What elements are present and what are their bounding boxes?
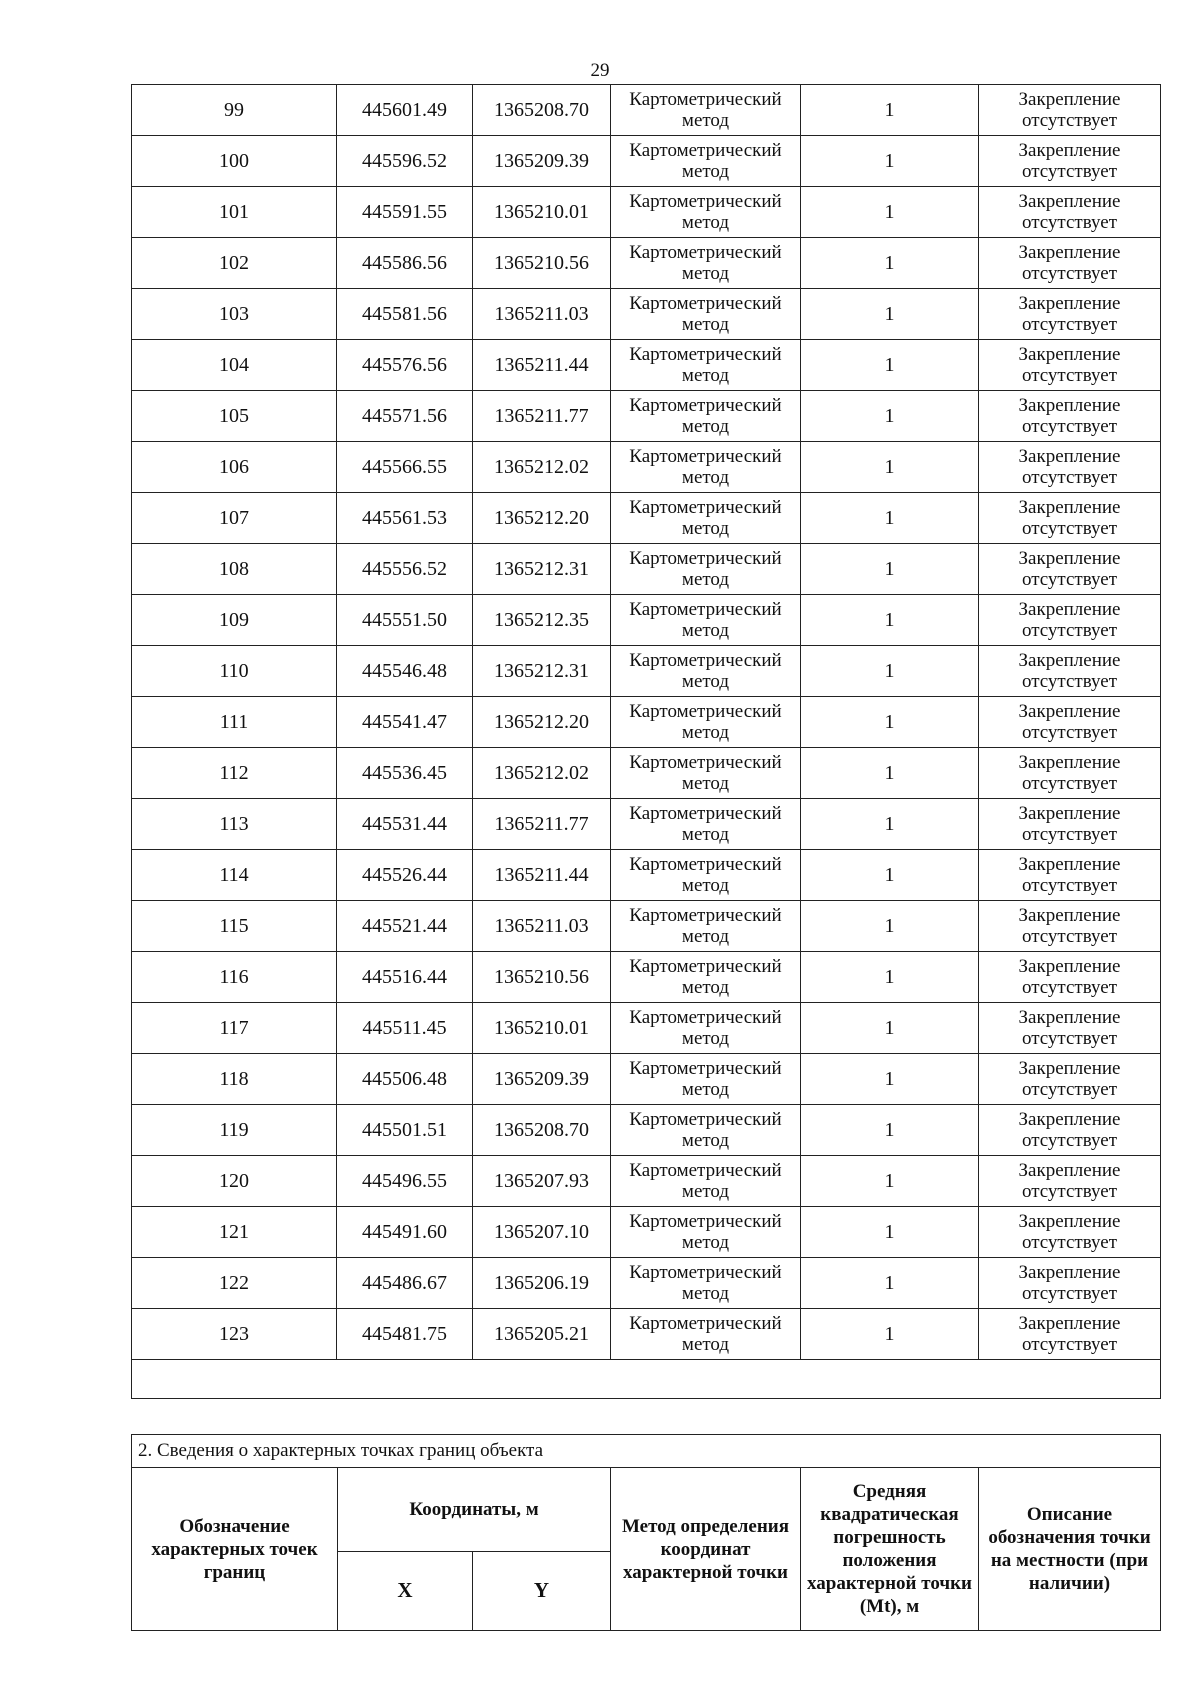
table-row (132, 901, 1161, 952)
mt-cell: 1 (801, 646, 979, 697)
method-cell: Картометрический метод (611, 901, 801, 952)
point-id-cell: 117 (132, 1003, 337, 1054)
header-designation: Обозначение характерных точек границ (132, 1468, 338, 1631)
table-row (132, 952, 1161, 1003)
coord-y-cell: 1365210.56 (473, 952, 611, 1003)
method-cell: Картометрический метод (611, 391, 801, 442)
mt-cell: 1 (801, 748, 979, 799)
table-row (132, 1258, 1161, 1309)
header-method: Метод определения координат характерной точки (611, 1468, 801, 1631)
coord-y-cell: 1365212.35 (473, 595, 611, 646)
point-id-cell: 108 (132, 544, 337, 595)
fix-cell: Закрепление отсутствует (979, 544, 1161, 595)
fix-cell: Закрепление отсутствует (979, 901, 1161, 952)
coord-x-cell: 445526.44 (337, 850, 473, 901)
point-id-cell: 120 (132, 1156, 337, 1207)
mt-cell: 1 (801, 1003, 979, 1054)
header-mt: Средняя квадратическая погрешность положения характерной точки (Mt), м (801, 1468, 979, 1631)
point-id-cell: 100 (132, 136, 337, 187)
point-id-cell: 114 (132, 850, 337, 901)
point-id-cell: 111 (132, 697, 337, 748)
mt-cell: 1 (801, 1156, 979, 1207)
section2-table (131, 1434, 1161, 1631)
table-row (132, 442, 1161, 493)
coord-y-cell: 1365211.44 (473, 850, 611, 901)
header-description: Описание обозначения точки на местности (при наличии) (979, 1468, 1161, 1631)
table-row (132, 187, 1161, 238)
coord-y-cell: 1365210.01 (473, 1003, 611, 1054)
coord-x-cell: 445521.44 (337, 901, 473, 952)
table-row (132, 1207, 1161, 1258)
point-id-cell: 102 (132, 238, 337, 289)
coord-y-cell: 1365209.39 (473, 136, 611, 187)
point-id-cell: 101 (132, 187, 337, 238)
method-cell: Картометрический метод (611, 1258, 801, 1309)
coord-y-cell: 1365212.20 (473, 493, 611, 544)
header-coordinates: Координаты, м (338, 1468, 611, 1552)
mt-cell: 1 (801, 238, 979, 289)
coord-x-cell: 445596.52 (337, 136, 473, 187)
method-cell: Картометрический метод (611, 850, 801, 901)
fix-cell: Закрепление отсутствует (979, 1105, 1161, 1156)
coord-x-cell: 445566.55 (337, 442, 473, 493)
mt-cell: 1 (801, 544, 979, 595)
table-row (132, 697, 1161, 748)
coord-y-cell: 1365212.31 (473, 646, 611, 697)
point-id-cell: 104 (132, 340, 337, 391)
coord-x-cell: 445591.55 (337, 187, 473, 238)
coord-y-cell: 1365210.01 (473, 187, 611, 238)
method-cell: Картометрический метод (611, 646, 801, 697)
coord-y-cell: 1365211.77 (473, 391, 611, 442)
fix-cell: Закрепление отсутствует (979, 1156, 1161, 1207)
mt-cell: 1 (801, 187, 979, 238)
fix-cell: Закрепление отсутствует (979, 799, 1161, 850)
coord-x-cell: 445541.47 (337, 697, 473, 748)
table-row (132, 391, 1161, 442)
coord-x-cell: 445491.60 (337, 1207, 473, 1258)
method-cell: Картометрический метод (611, 289, 801, 340)
table-row (132, 850, 1161, 901)
coord-x-cell: 445601.49 (337, 85, 473, 136)
method-cell: Картометрический метод (611, 952, 801, 1003)
coord-y-cell: 1365211.03 (473, 289, 611, 340)
coord-y-cell: 1365212.02 (473, 442, 611, 493)
point-id-cell: 115 (132, 901, 337, 952)
coord-x-cell: 445516.44 (337, 952, 473, 1003)
mt-cell: 1 (801, 1258, 979, 1309)
table-row (132, 289, 1161, 340)
mt-cell: 1 (801, 952, 979, 1003)
fix-cell: Закрепление отсутствует (979, 340, 1161, 391)
table-row (132, 646, 1161, 697)
method-cell: Картометрический метод (611, 595, 801, 646)
method-cell: Картометрический метод (611, 1003, 801, 1054)
point-id-cell: 103 (132, 289, 337, 340)
point-id-cell: 123 (132, 1309, 337, 1360)
fix-cell: Закрепление отсутствует (979, 646, 1161, 697)
method-cell: Картометрический метод (611, 1054, 801, 1105)
method-cell: Картометрический метод (611, 340, 801, 391)
coord-y-cell: 1365208.70 (473, 1105, 611, 1156)
coord-x-cell: 445511.45 (337, 1003, 473, 1054)
point-id-cell: 116 (132, 952, 337, 1003)
mt-cell: 1 (801, 1309, 979, 1360)
coord-x-cell: 445561.53 (337, 493, 473, 544)
method-cell: Картометрический метод (611, 136, 801, 187)
coord-x-cell: 445506.48 (337, 1054, 473, 1105)
point-id-cell: 112 (132, 748, 337, 799)
fix-cell: Закрепление отсутствует (979, 1309, 1161, 1360)
fix-cell: Закрепление отсутствует (979, 493, 1161, 544)
method-cell: Картометрический метод (611, 1156, 801, 1207)
method-cell: Картометрический метод (611, 748, 801, 799)
mt-cell: 1 (801, 493, 979, 544)
table-row (132, 1156, 1161, 1207)
point-id-cell: 113 (132, 799, 337, 850)
fix-cell: Закрепление отсутствует (979, 748, 1161, 799)
section2-title: 2. Сведения о характерных точках границ объекта (132, 1435, 1161, 1468)
method-cell: Картометрический метод (611, 85, 801, 136)
mt-cell: 1 (801, 901, 979, 952)
point-id-cell: 106 (132, 442, 337, 493)
coord-y-cell: 1365205.21 (473, 1309, 611, 1360)
coord-x-cell: 445536.45 (337, 748, 473, 799)
coord-y-cell: 1365211.03 (473, 901, 611, 952)
coord-y-cell: 1365211.44 (473, 340, 611, 391)
coord-x-cell: 445486.67 (337, 1258, 473, 1309)
table-row (132, 1105, 1161, 1156)
method-cell: Картометрический метод (611, 442, 801, 493)
fix-cell: Закрепление отсутствует (979, 595, 1161, 646)
table-row (132, 748, 1161, 799)
fix-cell: Закрепление отсутствует (979, 85, 1161, 136)
coord-y-cell: 1365209.39 (473, 1054, 611, 1105)
point-id-cell: 99 (132, 85, 337, 136)
point-id-cell: 107 (132, 493, 337, 544)
method-cell: Картометрический метод (611, 799, 801, 850)
coord-x-cell: 445576.56 (337, 340, 473, 391)
fix-cell: Закрепление отсутствует (979, 187, 1161, 238)
table-row (132, 595, 1161, 646)
table-row (132, 238, 1161, 289)
fix-cell: Закрепление отсутствует (979, 1054, 1161, 1105)
point-id-cell: 109 (132, 595, 337, 646)
fix-cell: Закрепление отсутствует (979, 952, 1161, 1003)
point-id-cell: 110 (132, 646, 337, 697)
coord-x-cell: 445531.44 (337, 799, 473, 850)
fix-cell: Закрепление отсутствует (979, 442, 1161, 493)
coord-x-cell: 445586.56 (337, 238, 473, 289)
coord-x-cell: 445481.75 (337, 1309, 473, 1360)
mt-cell: 1 (801, 850, 979, 901)
coord-y-cell: 1365210.56 (473, 238, 611, 289)
method-cell: Картометрический метод (611, 238, 801, 289)
fix-cell: Закрепление отсутствует (979, 1207, 1161, 1258)
method-cell: Картометрический метод (611, 187, 801, 238)
point-id-cell: 105 (132, 391, 337, 442)
table-row (132, 1003, 1161, 1054)
mt-cell: 1 (801, 136, 979, 187)
mt-cell: 1 (801, 1105, 979, 1156)
points-table-body (132, 85, 1161, 1399)
fix-cell: Закрепление отсутствует (979, 391, 1161, 442)
coord-y-cell: 1365212.31 (473, 544, 611, 595)
fix-cell: Закрепление отсутствует (979, 1258, 1161, 1309)
coord-y-cell: 1365212.20 (473, 697, 611, 748)
fix-cell: Закрепление отсутствует (979, 697, 1161, 748)
table-row (132, 493, 1161, 544)
empty-row (132, 1360, 1161, 1399)
table-row (132, 799, 1161, 850)
table-row (132, 1054, 1161, 1105)
coord-x-cell: 445551.50 (337, 595, 473, 646)
point-id-cell: 122 (132, 1258, 337, 1309)
fix-cell: Закрепление отсутствует (979, 136, 1161, 187)
coord-x-cell: 445501.51 (337, 1105, 473, 1156)
point-id-cell: 121 (132, 1207, 337, 1258)
method-cell: Картометрический метод (611, 1207, 801, 1258)
header-y: Y (473, 1551, 611, 1631)
coord-y-cell: 1365207.93 (473, 1156, 611, 1207)
coord-y-cell: 1365211.77 (473, 799, 611, 850)
method-cell: Картометрический метод (611, 1105, 801, 1156)
fix-cell: Закрепление отсутствует (979, 289, 1161, 340)
mt-cell: 1 (801, 799, 979, 850)
fix-cell: Закрепление отсутствует (979, 1003, 1161, 1054)
points-table (131, 84, 1161, 1399)
fix-cell: Закрепление отсутствует (979, 850, 1161, 901)
point-id-cell: 118 (132, 1054, 337, 1105)
mt-cell: 1 (801, 442, 979, 493)
coord-x-cell: 445556.52 (337, 544, 473, 595)
mt-cell: 1 (801, 289, 979, 340)
table-row (132, 85, 1161, 136)
coord-x-cell: 445571.56 (337, 391, 473, 442)
mt-cell: 1 (801, 697, 979, 748)
table-row (132, 136, 1161, 187)
table-row (132, 544, 1161, 595)
coord-y-cell: 1365206.19 (473, 1258, 611, 1309)
mt-cell: 1 (801, 1054, 979, 1105)
coord-x-cell: 445546.48 (337, 646, 473, 697)
mt-cell: 1 (801, 595, 979, 646)
page-number: 29 (590, 60, 610, 81)
coord-y-cell: 1365207.10 (473, 1207, 611, 1258)
method-cell: Картометрический метод (611, 493, 801, 544)
coord-x-cell: 445496.55 (337, 1156, 473, 1207)
coord-x-cell: 445581.56 (337, 289, 473, 340)
fix-cell: Закрепление отсутствует (979, 238, 1161, 289)
mt-cell: 1 (801, 1207, 979, 1258)
table-row (132, 1309, 1161, 1360)
empty-cell (132, 1360, 1161, 1399)
mt-cell: 1 (801, 391, 979, 442)
mt-cell: 1 (801, 340, 979, 391)
point-id-cell: 119 (132, 1105, 337, 1156)
method-cell: Картометрический метод (611, 544, 801, 595)
coord-y-cell: 1365212.02 (473, 748, 611, 799)
mt-cell: 1 (801, 85, 979, 136)
table-row (132, 340, 1161, 391)
method-cell: Картометрический метод (611, 697, 801, 748)
coord-y-cell: 1365208.70 (473, 85, 611, 136)
method-cell: Картометрический метод (611, 1309, 801, 1360)
header-x: X (338, 1551, 473, 1631)
